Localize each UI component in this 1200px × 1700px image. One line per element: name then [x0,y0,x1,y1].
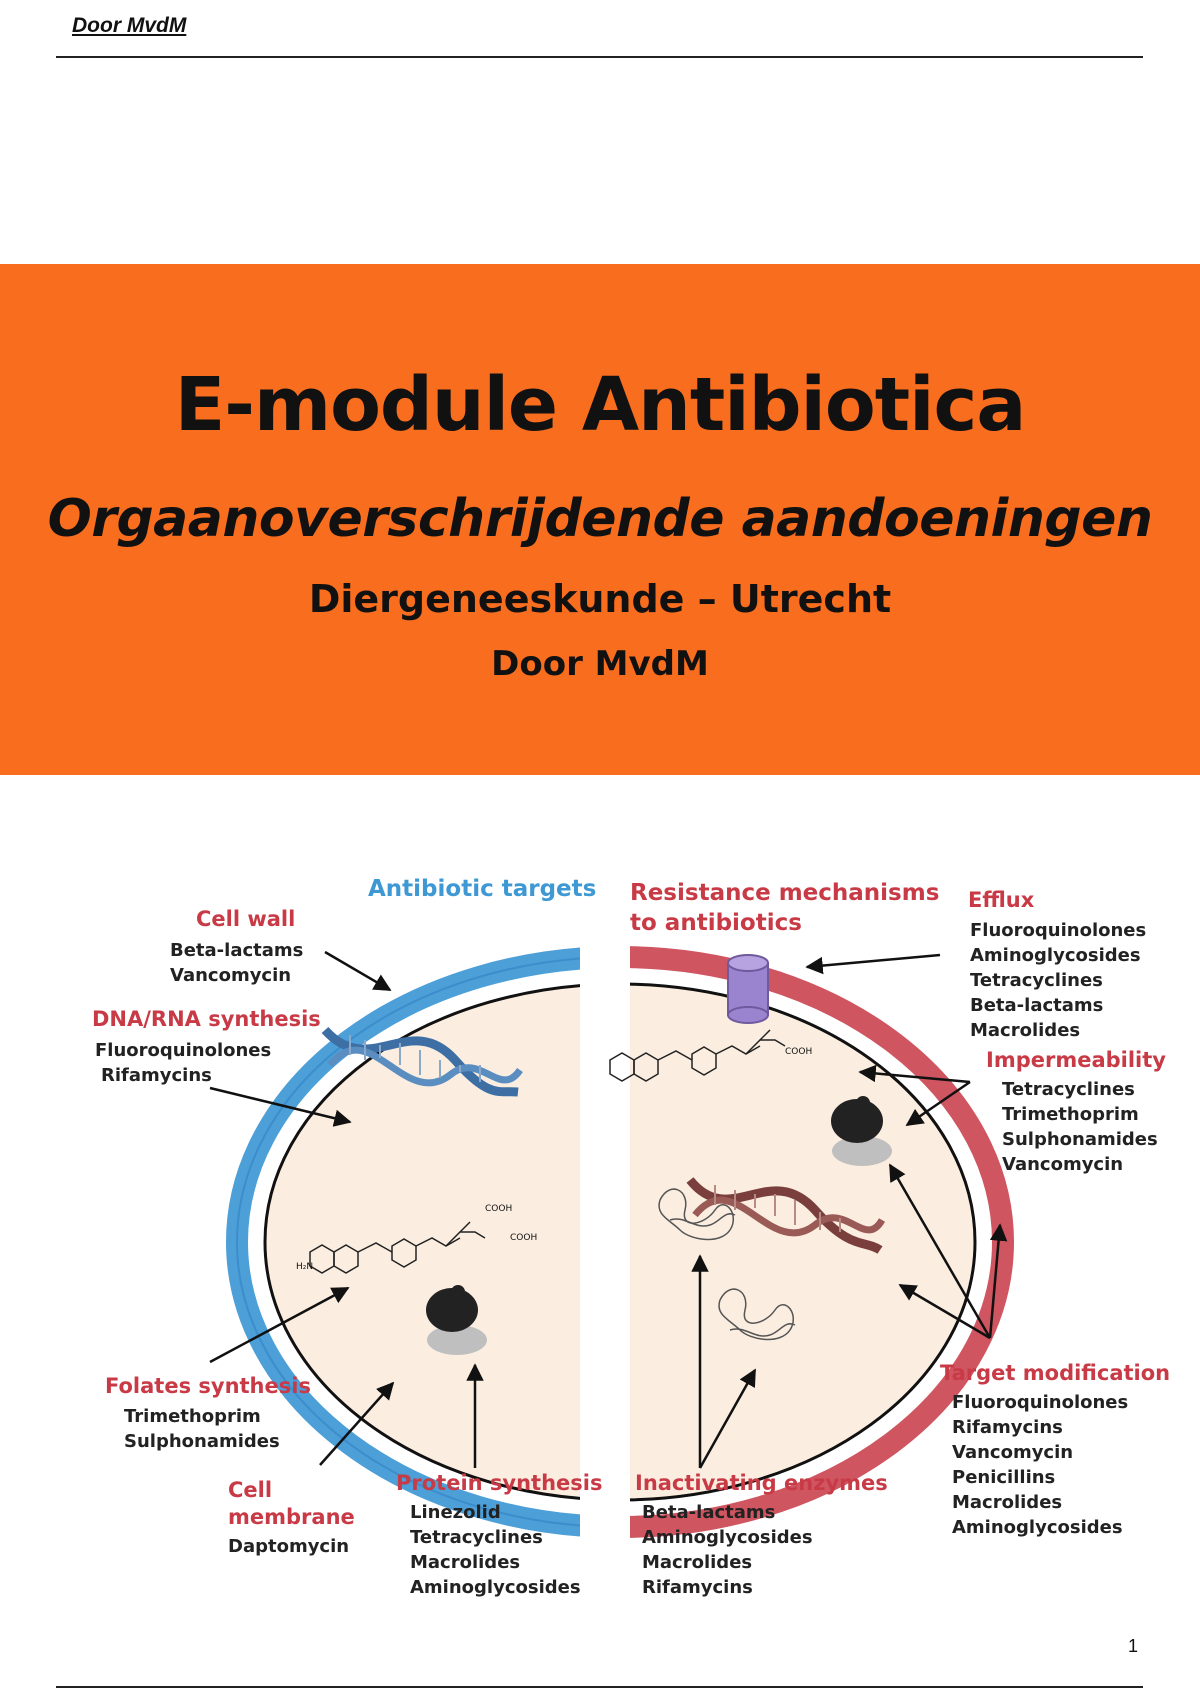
list-item: Tetracyclines [1002,1079,1135,1100]
efflux-list [970,918,1146,1043]
resistance-title: Resistance mechanisms to antibiotics [630,880,940,936]
list-item: Macrolides [642,1552,753,1573]
inactivating-enzymes-label: Inactivating enzymes [635,1471,888,1495]
dna-rna-list [95,1038,271,1088]
cell-wall-list [170,938,303,988]
list-item: Aminoglycosides [952,1517,1123,1538]
folates-list [124,1404,280,1454]
cooh-label-left-2: COOH [510,1233,538,1243]
list-item: Vancomycin [1002,1154,1124,1175]
list-item: Macrolides [410,1552,521,1573]
list-item: Rifamycins [642,1577,753,1598]
protein-synthesis-list [410,1500,581,1600]
target-modification-label: Target modification [940,1361,1171,1385]
antibiotic-targets-title: Antibiotic targets [368,876,597,902]
header-author: Door MvdM [72,14,187,37]
list-item: Fluoroquinolones [970,920,1147,941]
list-item: Penicillins [952,1467,1056,1488]
list-item: Sulphonamides [1002,1129,1158,1150]
list-item: Tetracyclines [410,1527,543,1548]
list-item: Trimethoprim [1002,1104,1139,1125]
cell-membrane-list [228,1534,349,1559]
cell-membrane-label: Cell membrane [228,1478,355,1529]
efflux-pump [728,955,768,1023]
cell-wall-label: Cell wall [196,907,296,931]
impermeability-label: Impermeability [986,1048,1166,1072]
list-item: Vancomycin [170,965,292,986]
page-number: 1 [1128,1636,1139,1656]
protein-synthesis-label: Protein synthesis [396,1471,603,1495]
list-item: Aminoglycosides [970,945,1141,966]
target-modification-list [952,1390,1128,1540]
list-item: Trimethoprim [124,1406,261,1427]
title-banner [0,264,1200,775]
faculty-line: Diergeneeskunde – Utrecht [308,577,892,621]
antibiotic-figure [80,860,1170,1605]
list-item: Aminoglycosides [642,1527,813,1548]
folates-label: Folates synthesis [105,1374,311,1398]
header-rule [56,56,1143,58]
efflux-label: Efflux [968,888,1035,912]
footer-rule [56,1686,1143,1688]
cooh-label-right: COOH [785,1047,813,1057]
list-item: Macrolides [952,1492,1063,1513]
list-item: Rifamycins [101,1065,212,1086]
list-item: Linezolid [410,1502,501,1523]
list-item: Beta-lactams [170,940,304,961]
impermeability-list [1002,1077,1158,1177]
list-item: Vancomycin [952,1442,1074,1463]
list-item: Tetracyclines [970,970,1103,991]
cooh-label-left-1: COOH [485,1204,513,1214]
list-item: Aminoglycosides [410,1577,581,1598]
list-item: Fluoroquinolones [95,1040,272,1061]
list-item: Rifamycins [952,1417,1063,1438]
list-item: Fluoroquinolones [952,1392,1129,1413]
document-subtitle: Orgaanoverschrijdende aandoeningen [47,489,1153,549]
list-item: Beta-lactams [642,1502,776,1523]
list-item: Macrolides [970,1020,1081,1041]
h2n-label-left: H₂N [296,1262,314,1272]
inactivating-enzymes-list [642,1500,813,1600]
list-item: Beta-lactams [970,995,1104,1016]
author-line: Door MvdM [491,644,709,684]
list-item: Daptomycin [228,1536,350,1557]
document-title: E-module Antibiotica [174,362,1026,448]
dna-rna-label: DNA/RNA synthesis [92,1007,321,1031]
list-item: Sulphonamides [124,1431,280,1452]
